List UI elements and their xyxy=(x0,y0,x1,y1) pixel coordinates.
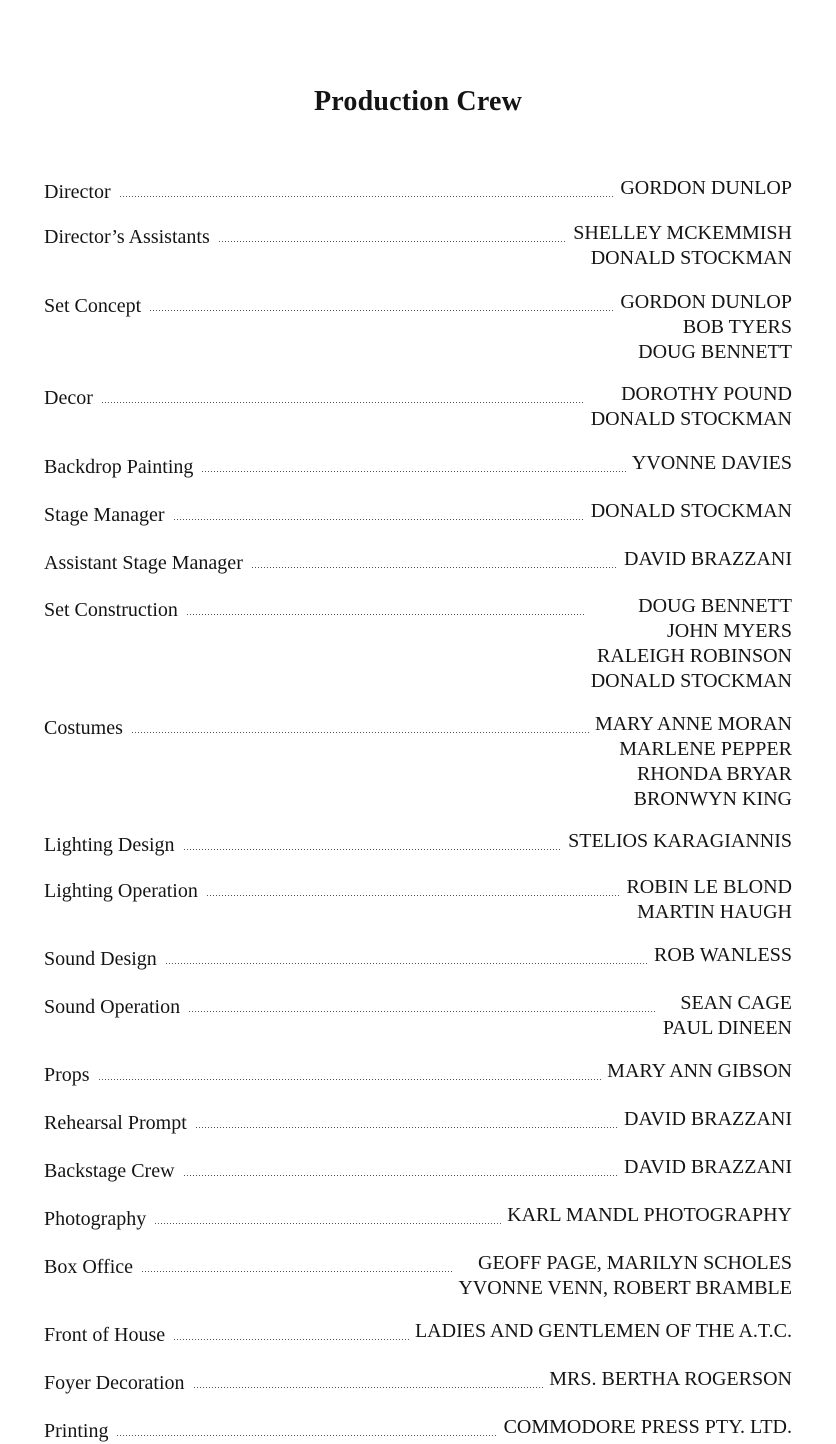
credit-name: RHONDA BRYAR xyxy=(636,763,792,785)
credit-name: MARY ANN GIBSON xyxy=(607,1060,792,1082)
credit-names xyxy=(663,991,792,1041)
credit-names xyxy=(415,1319,792,1344)
credit-role: Set Concept xyxy=(44,295,142,317)
credit-entry xyxy=(44,594,792,694)
credit-names xyxy=(620,290,792,365)
dot-leader xyxy=(98,1059,602,1084)
credit-names xyxy=(595,712,792,812)
dot-leader xyxy=(218,221,568,246)
credit-entry xyxy=(44,547,792,576)
credit-name: GORDON DUNLOP xyxy=(620,291,792,313)
credit-entry xyxy=(44,875,792,925)
credit-entry xyxy=(44,712,792,812)
dot-leader xyxy=(141,1251,452,1276)
credit-role: Box Office xyxy=(44,1256,134,1278)
credit-name: PAUL DINEEN xyxy=(662,1017,792,1039)
credit-name: GEOFF PAGE, MARILYN SCHOLES xyxy=(478,1252,792,1274)
credit-names xyxy=(549,1367,792,1392)
credit-role: Decor xyxy=(44,387,93,409)
credit-name: DONALD STOCKMAN xyxy=(590,247,792,269)
credit-role: Director’s Assistants xyxy=(44,226,210,248)
credit-role: Stage Manager xyxy=(44,504,165,526)
credit-name: DAVID BRAZZANI xyxy=(624,548,792,570)
dot-leader xyxy=(149,290,614,315)
dot-leader xyxy=(154,1203,501,1228)
credit-names xyxy=(654,943,792,968)
dot-leader xyxy=(195,1107,618,1132)
credit-name: BRONWYN KING xyxy=(633,788,792,810)
dot-leader xyxy=(173,499,585,524)
dot-leader xyxy=(131,712,589,737)
credit-names xyxy=(632,451,792,476)
credit-name: KARL MANDL PHOTOGRAPHY xyxy=(507,1204,792,1226)
credit-name: GORDON DUNLOP xyxy=(620,177,792,199)
page-title: Production Crew xyxy=(313,86,523,117)
credit-name: MARLENE PEPPER xyxy=(619,738,792,760)
credit-name: MARTIN HAUGH xyxy=(637,901,792,923)
credit-name: SHELLEY MCKEMMISH xyxy=(573,222,792,244)
credit-names xyxy=(591,594,792,694)
credit-names xyxy=(507,1203,792,1228)
credit-name: DOROTHY POUND xyxy=(621,383,792,405)
credit-entry xyxy=(44,1155,792,1184)
dot-leader xyxy=(116,1415,497,1440)
dot-leader xyxy=(206,875,621,900)
credit-entry xyxy=(44,1415,792,1444)
credit-entry xyxy=(44,1367,792,1396)
dot-leader xyxy=(165,943,648,968)
credit-role: Sound Design xyxy=(44,948,157,970)
dot-leader xyxy=(183,1155,619,1180)
credit-name: RALEIGH ROBINSON xyxy=(597,645,792,667)
credit-names xyxy=(591,382,792,432)
credit-names xyxy=(620,176,792,201)
credit-entry xyxy=(44,1107,792,1136)
credit-names xyxy=(573,221,792,271)
credit-names xyxy=(458,1251,792,1301)
credit-role: Photography xyxy=(44,1208,147,1230)
dot-leader xyxy=(251,547,618,572)
credit-entry xyxy=(44,382,792,432)
credit-names xyxy=(624,1107,792,1132)
credit-name: DAVID BRAZZANI xyxy=(624,1156,792,1178)
dot-leader xyxy=(186,594,585,619)
credit-role: Printing xyxy=(44,1420,109,1442)
credit-name: DOUG BENNETT xyxy=(638,595,792,617)
credit-names xyxy=(626,875,792,925)
credit-name: STELIOS KARAGIANNIS xyxy=(568,830,792,852)
credit-name: ROBIN LE BLOND xyxy=(626,876,792,898)
credit-role: Director xyxy=(44,181,111,203)
dot-leader xyxy=(183,829,563,854)
credit-entry xyxy=(44,499,792,528)
credit-role: Costumes xyxy=(44,717,123,739)
credit-name: SEAN CAGE xyxy=(680,992,792,1014)
credit-entry xyxy=(44,943,792,972)
credit-role: Lighting Design xyxy=(44,834,175,856)
dot-leader xyxy=(188,991,657,1016)
credit-entry xyxy=(44,1203,792,1232)
credit-entry xyxy=(44,829,792,858)
credit-entry xyxy=(44,221,792,271)
credit-name: JOHN MYERS xyxy=(666,620,792,642)
credit-entry xyxy=(44,991,792,1041)
dot-leader xyxy=(193,1367,544,1392)
dot-leader xyxy=(173,1319,409,1344)
dot-leader xyxy=(101,382,585,407)
credit-entry xyxy=(44,1319,792,1348)
credit-role: Props xyxy=(44,1064,90,1086)
credit-entry xyxy=(44,1251,792,1301)
credit-name: YVONNE VENN, ROBERT BRAMBLE xyxy=(458,1277,792,1299)
credit-role: Backstage Crew xyxy=(44,1160,175,1182)
credit-role: Front of House xyxy=(44,1324,166,1346)
dot-leader xyxy=(201,451,625,476)
credit-names xyxy=(624,547,792,572)
credit-name: LADIES AND GENTLEMEN OF THE A.T.C. xyxy=(414,1320,792,1342)
credit-name: DONALD STOCKMAN xyxy=(590,670,792,692)
credit-names xyxy=(591,499,792,524)
credit-entry xyxy=(44,290,792,365)
credit-entry xyxy=(44,1059,792,1088)
credits-list xyxy=(44,158,792,1444)
credit-names xyxy=(624,1155,792,1180)
credit-name: YVONNE DAVIES xyxy=(631,452,792,474)
credit-entry xyxy=(44,451,792,480)
credit-role: Set Construction xyxy=(44,599,178,621)
credit-role: Rehearsal Prompt xyxy=(44,1112,187,1134)
credit-role: Assistant Stage Manager xyxy=(44,552,243,574)
credit-entry xyxy=(44,176,792,205)
credit-name: DONALD STOCKMAN xyxy=(590,500,792,522)
credit-name: DONALD STOCKMAN xyxy=(590,408,792,430)
credit-name: ROB WANLESS xyxy=(654,944,792,966)
credit-names xyxy=(568,829,792,854)
dot-leader xyxy=(119,176,615,201)
credit-name: BOB TYERS xyxy=(682,316,792,338)
credit-name: MRS. BERTHA ROGERSON xyxy=(549,1368,792,1390)
credit-name: DOUG BENNETT xyxy=(638,341,792,363)
credit-names xyxy=(607,1059,792,1084)
credit-name: MARY ANNE MORAN xyxy=(594,713,792,735)
credit-role: Sound Operation xyxy=(44,996,181,1018)
credit-role: Lighting Operation xyxy=(44,880,198,902)
credit-role: Foyer Decoration xyxy=(44,1372,185,1394)
credit-name: DAVID BRAZZANI xyxy=(624,1108,792,1130)
credit-role: Backdrop Painting xyxy=(44,456,194,478)
credit-names xyxy=(504,1415,792,1440)
credit-name: COMMODORE PRESS PTY. LTD. xyxy=(503,1416,792,1438)
